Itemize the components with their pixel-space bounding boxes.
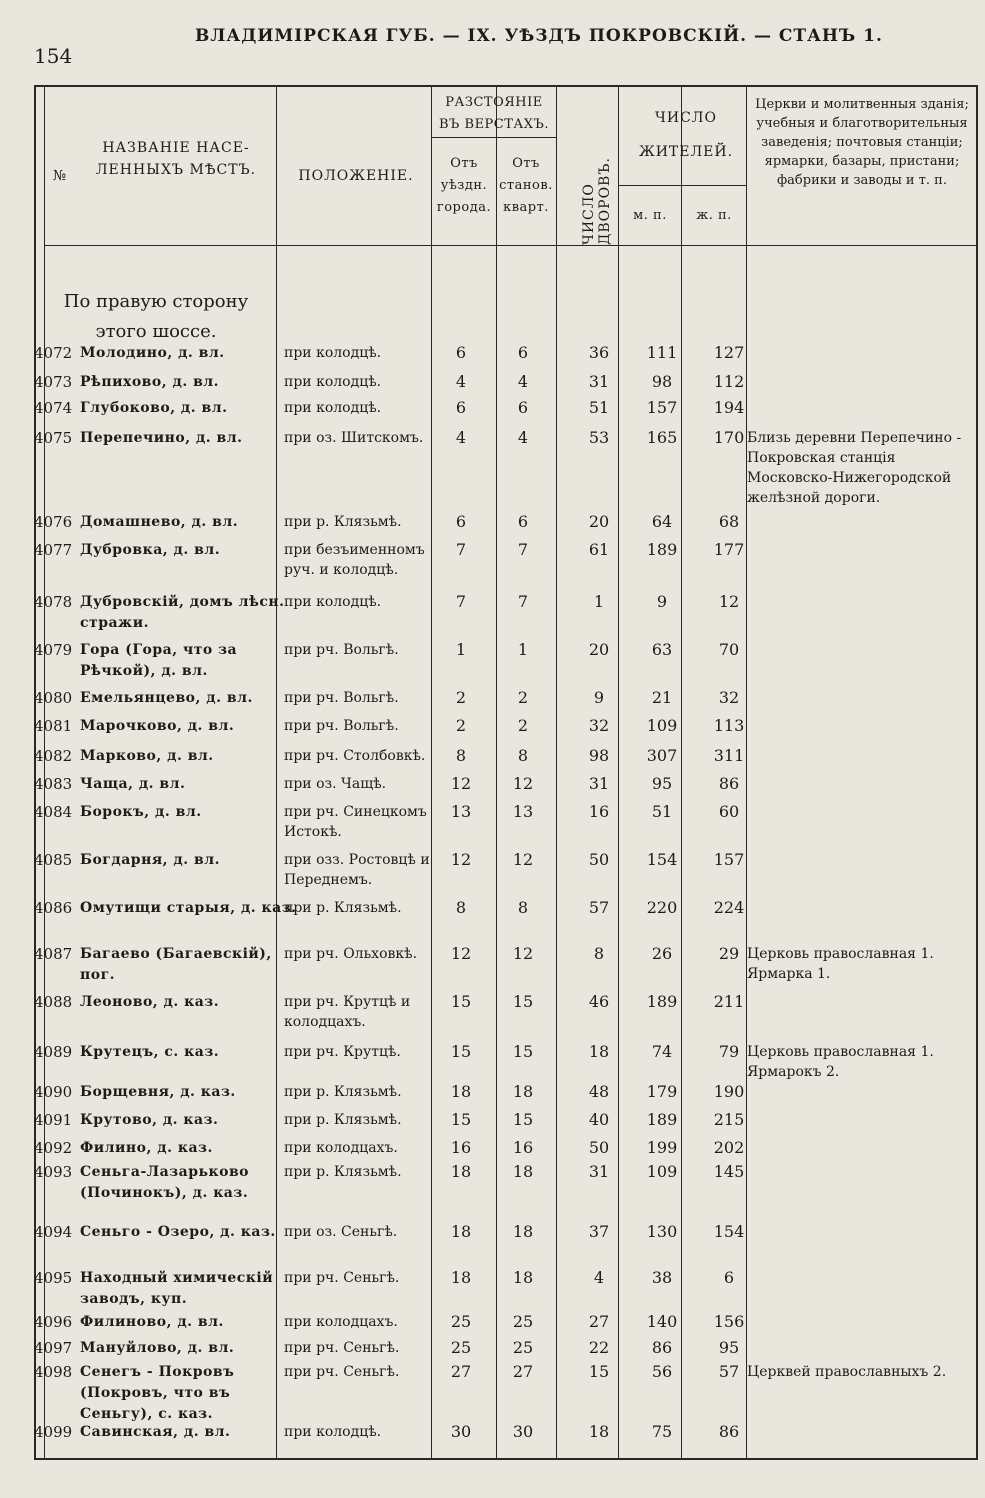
header-households: ЧИСЛО ДВОРОВЪ. xyxy=(581,157,613,245)
running-head: ВЛАДИМІРСКАЯ ГУБ. — IX. УѢЗДЪ ПОКРОВСКІЙ. — СТАНЪ 1. xyxy=(195,26,883,46)
position: при рч. Столбовкѣ. xyxy=(284,748,426,764)
male-count: 199 xyxy=(646,1138,678,1157)
distance-town: 2 xyxy=(455,716,467,735)
male-count: 157 xyxy=(646,398,678,417)
male-count: 220 xyxy=(646,898,678,917)
position: при оз. Сеньгѣ. xyxy=(284,1224,398,1240)
distance-town: 6 xyxy=(455,398,467,417)
households: 53 xyxy=(588,428,610,447)
households: 61 xyxy=(588,540,610,559)
distance-stan: 18 xyxy=(512,1222,534,1241)
distance-stan: 27 xyxy=(512,1362,534,1381)
female-count: 68 xyxy=(718,512,740,531)
distance-town: 7 xyxy=(455,592,467,611)
distance-town: 15 xyxy=(450,1042,472,1061)
households: 16 xyxy=(588,802,610,821)
distance-stan: 2 xyxy=(517,716,529,735)
male-count: 21 xyxy=(651,688,673,707)
place-name: Молодино, д. вл. xyxy=(80,345,225,361)
male-count: 179 xyxy=(646,1082,678,1101)
distance-stan: 15 xyxy=(512,1042,534,1061)
female-count: 86 xyxy=(718,1422,740,1441)
distance-stan: 8 xyxy=(517,746,529,765)
households: 31 xyxy=(588,1162,610,1181)
distance-town: 7 xyxy=(455,540,467,559)
place-name: Сеньга-Лазарьково (Починокъ), д. каз. xyxy=(80,1164,250,1201)
place-name: Крутецъ, с. каз. xyxy=(80,1044,220,1060)
place-name: Рѣпихово, д. вл. xyxy=(80,374,220,390)
households: 98 xyxy=(588,746,610,765)
households: 18 xyxy=(588,1422,610,1441)
position: при колодцѣ. xyxy=(284,1424,382,1440)
distance-stan: 6 xyxy=(517,512,529,531)
place-name: Дубровка, д. вл. xyxy=(80,542,221,558)
female-count: 29 xyxy=(718,944,740,963)
position: при р. Клязьмѣ. xyxy=(284,1164,402,1180)
distance-stan: 4 xyxy=(517,428,529,447)
row-number: 4081 xyxy=(34,717,73,735)
place-name: Домашнево, д. вл. xyxy=(80,514,239,530)
households: 50 xyxy=(588,1138,610,1157)
female-count: 60 xyxy=(718,802,740,821)
row-number: 4092 xyxy=(34,1139,73,1157)
distance-stan: 18 xyxy=(512,1162,534,1181)
place-name: Борокъ, д. вл. xyxy=(80,804,202,820)
male-count: 98 xyxy=(651,372,673,391)
distance-stan: 18 xyxy=(512,1082,534,1101)
row-number: 4079 xyxy=(34,641,73,659)
households: 32 xyxy=(588,716,610,735)
distance-town: 12 xyxy=(450,850,472,869)
place-name: Крутово, д. каз. xyxy=(80,1112,219,1128)
distance-town: 18 xyxy=(450,1268,472,1287)
distance-stan: 15 xyxy=(512,1110,534,1129)
row-number: 4095 xyxy=(34,1269,73,1287)
female-count: 57 xyxy=(718,1362,740,1381)
position: при рч. Сеньгѣ. xyxy=(284,1340,400,1356)
households: 51 xyxy=(588,398,610,417)
distance-town: 25 xyxy=(450,1338,472,1357)
row-number: 4093 xyxy=(34,1163,73,1181)
row-number: 4072 xyxy=(34,344,73,362)
position: при рч. Сеньгѣ. xyxy=(284,1270,400,1286)
place-name: Савинская, д. вл. xyxy=(80,1424,231,1440)
row-number: 4087 xyxy=(34,945,73,963)
distance-stan: 2 xyxy=(517,688,529,707)
row-number: 4086 xyxy=(34,899,73,917)
row-number: 4080 xyxy=(34,689,73,707)
households: 8 xyxy=(593,944,605,963)
position: при рч. Крутцѣ и колодцахъ. xyxy=(284,994,411,1030)
row-number: 4089 xyxy=(34,1043,73,1061)
position: при колодцѣ. xyxy=(284,594,382,610)
position: при колодцѣ. xyxy=(284,345,382,361)
position: при рч. Крутцѣ. xyxy=(284,1044,401,1060)
row-number: 4077 xyxy=(34,541,73,559)
households: 57 xyxy=(588,898,610,917)
distance-town: 4 xyxy=(455,372,467,391)
female-count: 154 xyxy=(713,1222,745,1241)
position: при рч. Синецкомъ Истокѣ. xyxy=(284,804,427,840)
male-count: 74 xyxy=(651,1042,673,1061)
position: при колодцѣ. xyxy=(284,400,382,416)
place-name: Находный химическій заводъ, куп. xyxy=(80,1270,274,1307)
place-name: Богдарня, д. вл. xyxy=(80,852,220,868)
row-number: 4074 xyxy=(34,399,73,417)
place-name: Филиново, д. вл. xyxy=(80,1314,224,1330)
female-count: 156 xyxy=(713,1312,745,1331)
distance-stan: 25 xyxy=(512,1338,534,1357)
position: при колодцахъ. xyxy=(284,1314,398,1330)
male-count: 86 xyxy=(651,1338,673,1357)
row-number: 4090 xyxy=(34,1083,73,1101)
position: при оз. Чащѣ. xyxy=(284,776,387,792)
female-count: 86 xyxy=(718,774,740,793)
male-count: 64 xyxy=(651,512,673,531)
distance-town: 25 xyxy=(450,1312,472,1331)
distance-stan: 1 xyxy=(517,640,529,659)
male-count: 165 xyxy=(646,428,678,447)
households: 15 xyxy=(588,1362,610,1381)
distance-stan: 12 xyxy=(512,850,534,869)
male-count: 26 xyxy=(651,944,673,963)
position: при колодцахъ. xyxy=(284,1140,398,1156)
header-dist-stan: Отъ станов. кварт. xyxy=(499,156,553,215)
place-name: Перепечино, д. вл. xyxy=(80,430,243,446)
position: при р. Клязьмѣ. xyxy=(284,1084,402,1100)
male-count: 189 xyxy=(646,992,678,1011)
households: 31 xyxy=(588,774,610,793)
place-name: Филино, д. каз. xyxy=(80,1140,213,1156)
households: 27 xyxy=(588,1312,610,1331)
position: при р. Клязьмѣ. xyxy=(284,900,402,916)
section-title: По правую сторону этого шоссе. xyxy=(63,291,249,342)
row-number: 4091 xyxy=(34,1111,73,1129)
place-name: Глубоково, д. вл. xyxy=(80,400,228,416)
place-name: Мануйлово, д. вл. xyxy=(80,1340,235,1356)
place-name: Омутищи старыя, д. каз. xyxy=(80,900,297,916)
male-count: 130 xyxy=(646,1222,678,1241)
distance-town: 1 xyxy=(455,640,467,659)
male-count: 38 xyxy=(651,1268,673,1287)
female-count: 224 xyxy=(713,898,745,917)
distance-stan: 6 xyxy=(517,398,529,417)
households: 37 xyxy=(588,1222,610,1241)
place-name: Марочково, д. вл. xyxy=(80,718,235,734)
note: Близь деревни Перепечино - Покровская станція Московско-Нижегородской желѣзной дороги. xyxy=(747,430,962,506)
distance-stan: 16 xyxy=(512,1138,534,1157)
female-count: 6 xyxy=(723,1268,735,1287)
male-count: 111 xyxy=(646,343,678,362)
note: Церковь православная 1. Ярмарокъ 2. xyxy=(747,1044,934,1080)
distance-town: 8 xyxy=(455,746,467,765)
male-count: 154 xyxy=(646,850,678,869)
position: при р. Клязьмѣ. xyxy=(284,514,402,530)
distance-town: 18 xyxy=(450,1162,472,1181)
distance-town: 2 xyxy=(455,688,467,707)
households: 36 xyxy=(588,343,610,362)
header-dist-town: Отъ уѣздн. города. xyxy=(436,156,492,215)
row-number: 4078 xyxy=(34,593,73,611)
female-count: 95 xyxy=(718,1338,740,1357)
header-name: НАЗВАНІЕ НАСЕ-ЛЕННЫХЪ МѢСТЪ. xyxy=(95,140,257,178)
distance-town: 16 xyxy=(450,1138,472,1157)
distance-stan: 30 xyxy=(512,1422,534,1441)
female-count: 170 xyxy=(713,428,745,447)
female-count: 145 xyxy=(713,1162,745,1181)
households: 31 xyxy=(588,372,610,391)
households: 20 xyxy=(588,640,610,659)
distance-town: 15 xyxy=(450,992,472,1011)
households: 20 xyxy=(588,512,610,531)
households: 9 xyxy=(593,688,605,707)
position: при озз. Ростовцѣ и Переднемъ. xyxy=(284,852,430,888)
households: 4 xyxy=(593,1268,605,1287)
male-count: 75 xyxy=(651,1422,673,1441)
male-count: 307 xyxy=(646,746,678,765)
female-count: 190 xyxy=(713,1082,745,1101)
header-distance: РАЗСТОЯНІЕ ВЪ ВЕРСТАХЪ. xyxy=(439,95,549,132)
place-name: Гора (Гора, что за Рѣчкой), д. вл. xyxy=(80,642,238,679)
distance-town: 8 xyxy=(455,898,467,917)
position: при рч. Вольгѣ. xyxy=(284,690,399,706)
place-name: Багаево (Багаевскій), пог. xyxy=(80,946,272,983)
female-count: 194 xyxy=(713,398,745,417)
note: Церковь православная 1. Ярмарка 1. xyxy=(747,946,934,982)
distance-town: 12 xyxy=(450,944,472,963)
position: при р. Клязьмѣ. xyxy=(284,1112,402,1128)
distance-stan: 7 xyxy=(517,592,529,611)
header-notes: Церкви и молитвенныя зданія; учебныя и благотворительныя заведенія; почтовыя станціи; ярмарки, базары, пристани; фабрики и заводы и т. п. xyxy=(755,97,969,188)
position: при оз. Шитскомъ. xyxy=(284,430,424,446)
position: при рч. Сеньгѣ. xyxy=(284,1364,400,1380)
page-number: 154 xyxy=(34,44,73,68)
row-number: 4096 xyxy=(34,1313,73,1331)
place-name: Сенегъ - Покровъ (Покровъ, что въ Сеньгу), с. каз. xyxy=(80,1364,235,1422)
row-number: 4075 xyxy=(34,429,73,447)
place-name: Борщевня, д. каз. xyxy=(80,1084,236,1100)
row-number: 4094 xyxy=(34,1223,73,1241)
households: 40 xyxy=(588,1110,610,1129)
households: 46 xyxy=(588,992,610,1011)
note: Церквей православныхъ 2. xyxy=(747,1364,947,1380)
distance-stan: 12 xyxy=(512,944,534,963)
female-count: 157 xyxy=(713,850,745,869)
female-count: 211 xyxy=(713,992,745,1011)
header-female: ж. п. xyxy=(696,208,732,223)
female-count: 79 xyxy=(718,1042,740,1061)
distance-stan: 7 xyxy=(517,540,529,559)
distance-town: 12 xyxy=(450,774,472,793)
distance-stan: 12 xyxy=(512,774,534,793)
row-number: 4082 xyxy=(34,747,73,765)
distance-stan: 13 xyxy=(512,802,534,821)
male-count: 56 xyxy=(651,1362,673,1381)
distance-town: 13 xyxy=(450,802,472,821)
place-name: Сеньго - Озеро, д. каз. xyxy=(80,1224,276,1240)
distance-stan: 25 xyxy=(512,1312,534,1331)
row-number: 4099 xyxy=(34,1423,73,1441)
male-count: 189 xyxy=(646,1110,678,1129)
position: при безъименномъ руч. и колодцѣ. xyxy=(284,542,425,578)
distance-town: 4 xyxy=(455,428,467,447)
distance-town: 18 xyxy=(450,1222,472,1241)
position: при рч. Вольгѣ. xyxy=(284,642,399,658)
distance-stan: 15 xyxy=(512,992,534,1011)
header-inhabitants: ЧИСЛО ЖИТЕЛЕЙ. xyxy=(638,110,734,160)
place-name: Марково, д. вл. xyxy=(80,748,214,764)
row-number: 4088 xyxy=(34,993,73,1011)
households: 22 xyxy=(588,1338,610,1357)
distance-town: 6 xyxy=(455,512,467,531)
distance-town: 18 xyxy=(450,1082,472,1101)
female-count: 202 xyxy=(713,1138,745,1157)
female-count: 113 xyxy=(713,716,745,735)
row-number: 4098 xyxy=(34,1363,73,1381)
female-count: 70 xyxy=(718,640,740,659)
distance-stan: 18 xyxy=(512,1268,534,1287)
households: 50 xyxy=(588,850,610,869)
distance-town: 30 xyxy=(450,1422,472,1441)
header-position: ПОЛОЖЕНІЕ. xyxy=(298,168,414,184)
row-number: 4097 xyxy=(34,1339,73,1357)
male-count: 95 xyxy=(651,774,673,793)
households: 48 xyxy=(588,1082,610,1101)
female-count: 112 xyxy=(713,372,745,391)
female-count: 311 xyxy=(713,746,745,765)
distance-town: 27 xyxy=(450,1362,472,1381)
distance-town: 15 xyxy=(450,1110,472,1129)
male-count: 109 xyxy=(646,716,678,735)
header-male: м. п. xyxy=(633,208,667,223)
male-count: 140 xyxy=(646,1312,678,1331)
female-count: 12 xyxy=(718,592,740,611)
male-count: 63 xyxy=(651,640,673,659)
distance-stan: 6 xyxy=(517,343,529,362)
position: при колодцѣ. xyxy=(284,374,382,390)
row-number: 4073 xyxy=(34,373,73,391)
header-no: № xyxy=(52,168,68,184)
place-name: Леоново, д. каз. xyxy=(80,994,220,1010)
position: при рч. Вольгѣ. xyxy=(284,718,399,734)
households: 18 xyxy=(588,1042,610,1061)
place-name: Емельянцево, д. вл. xyxy=(80,690,253,706)
female-count: 215 xyxy=(713,1110,745,1129)
distance-stan: 4 xyxy=(517,372,529,391)
distance-stan: 8 xyxy=(517,898,529,917)
households: 1 xyxy=(593,592,605,611)
row-number: 4083 xyxy=(34,775,73,793)
row-number: 4084 xyxy=(34,803,73,821)
female-count: 177 xyxy=(713,540,745,559)
male-count: 9 xyxy=(656,592,668,611)
male-count: 109 xyxy=(646,1162,678,1181)
row-number: 4085 xyxy=(34,851,73,869)
place-name: Дубровскій, домъ лѣсн. стражи. xyxy=(80,594,285,631)
row-number: 4076 xyxy=(34,513,73,531)
male-count: 189 xyxy=(646,540,678,559)
position: при рч. Ольховкѣ. xyxy=(284,946,418,962)
place-name: Чаща, д. вл. xyxy=(80,776,186,792)
distance-town: 6 xyxy=(455,343,467,362)
female-count: 32 xyxy=(718,688,740,707)
male-count: 51 xyxy=(651,802,673,821)
female-count: 127 xyxy=(713,343,745,362)
